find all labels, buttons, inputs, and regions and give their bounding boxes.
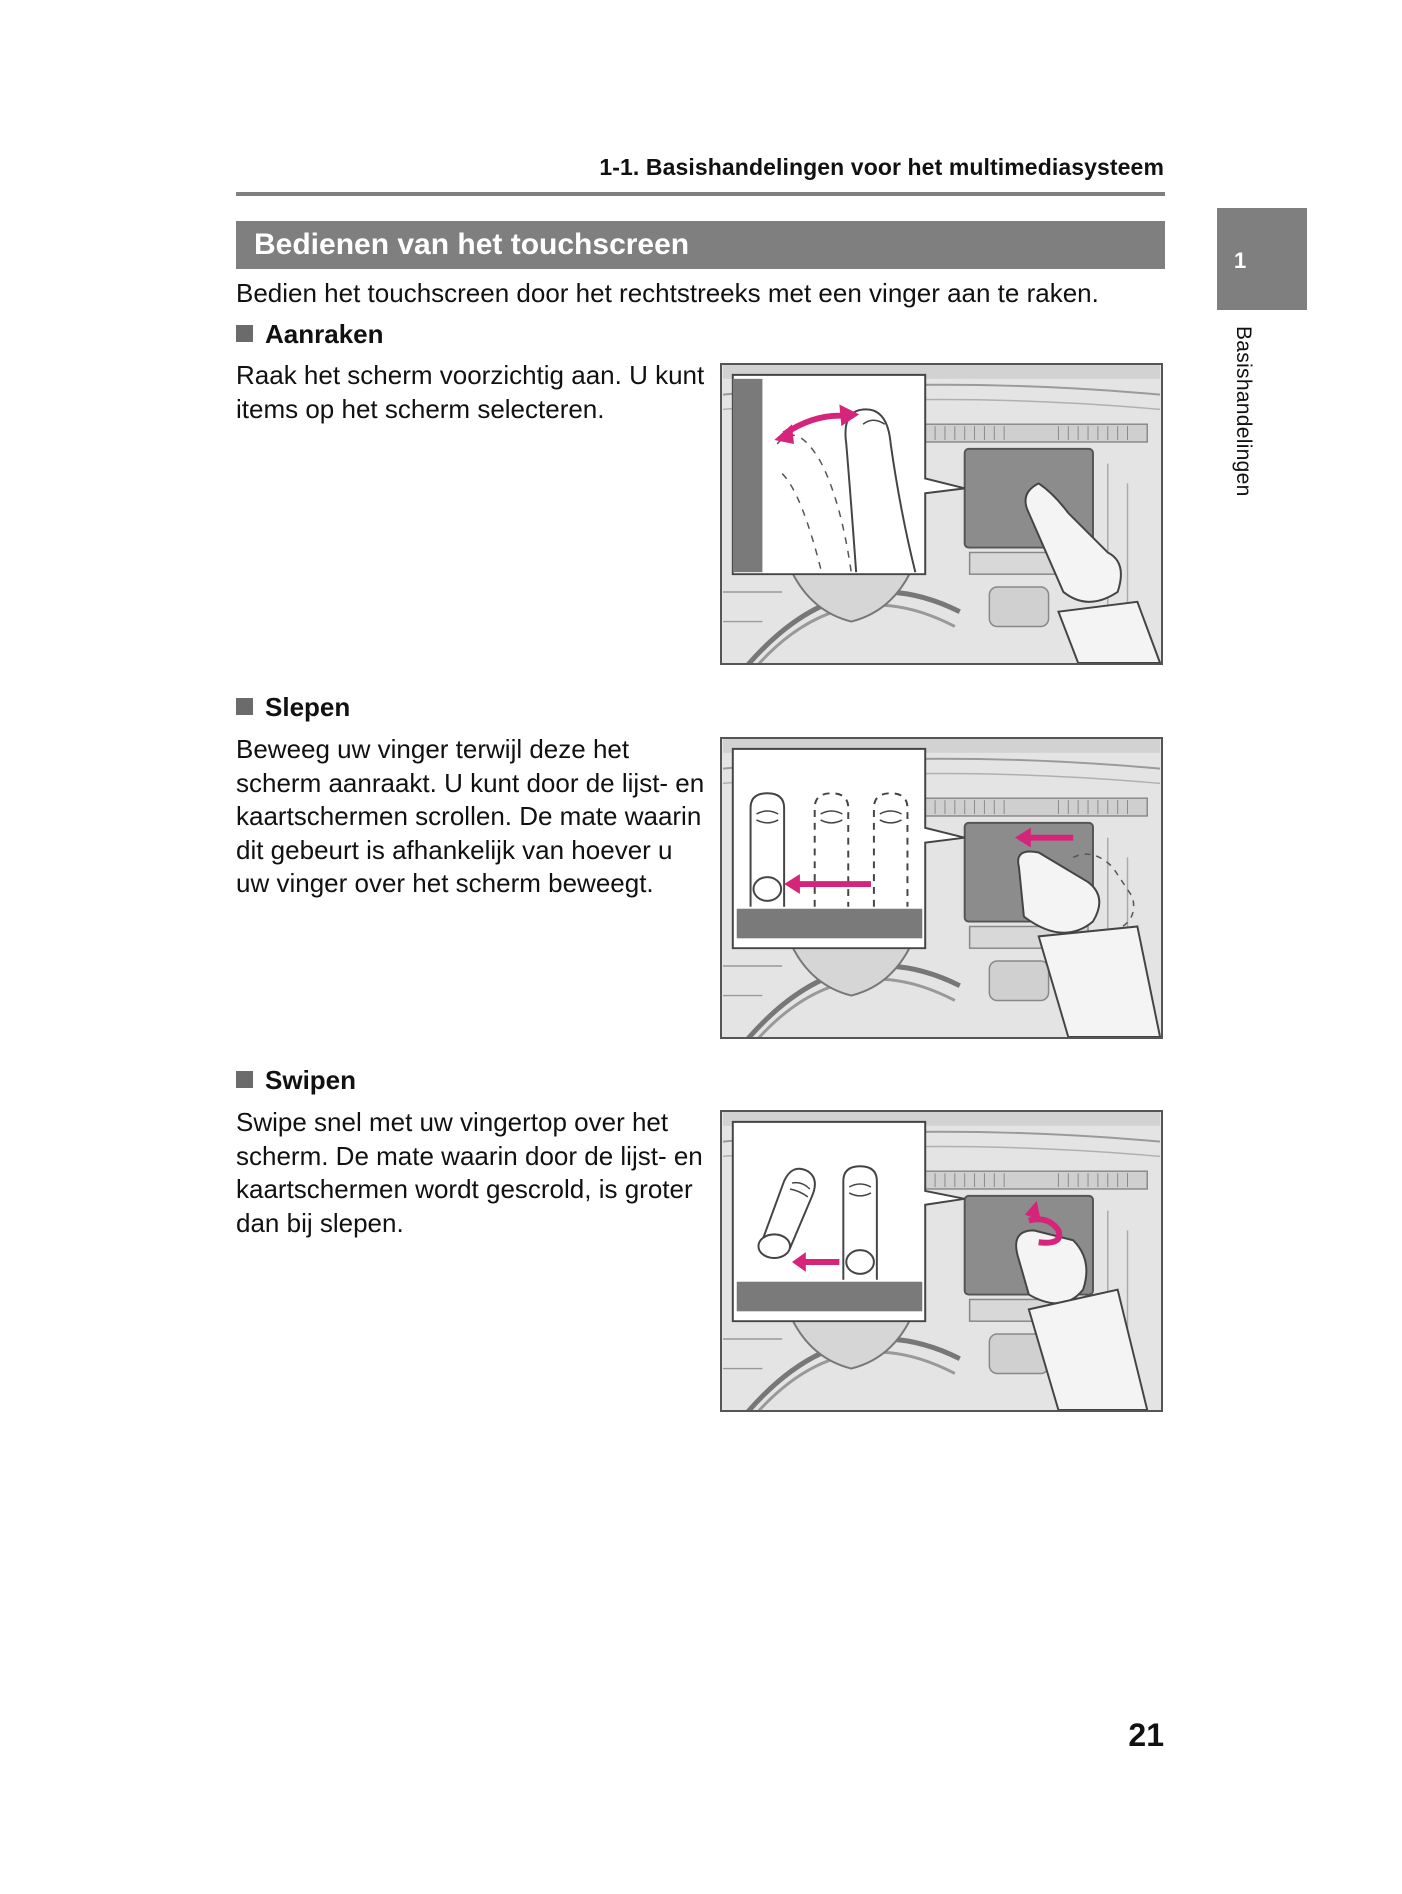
subsection-title: Aanraken — [265, 319, 384, 349]
subsection-text-aanraken: Raak het scherm voorzichtig aan. U kunt items op het scherm selecteren. — [236, 360, 705, 424]
chapter-number: 1 — [1234, 248, 1247, 273]
page-number: 21 — [1128, 1717, 1164, 1753]
section-intro: Bedien het touchscreen door het rechtstreeks met een vinger aan te raken. — [236, 278, 1099, 308]
subsection-heading-slepen — [236, 690, 350, 724]
section-title: Bedienen van het touchscreen — [236, 221, 1165, 269]
chapter-label: Basishandelingen — [1232, 326, 1255, 497]
chapter-tab — [1217, 208, 1307, 310]
figure-drag — [720, 737, 1163, 1039]
figure-swipe — [720, 1110, 1163, 1412]
square-bullet-icon — [236, 698, 253, 715]
figure-tap — [720, 363, 1163, 665]
subsection-title: Swipen — [265, 1065, 357, 1095]
header-rule — [236, 192, 1165, 196]
square-bullet-icon — [236, 1071, 253, 1088]
subsection-text-swipen: Swipe snel met uw vingertop over het scherm. De mate waarin door de lijst- en kaartschermen wordt gescrold, is groter dan bij slepen. — [236, 1107, 703, 1238]
subsection-heading-swipen — [236, 1063, 356, 1097]
square-bullet-icon — [236, 325, 253, 342]
subsection-heading-aanraken — [236, 317, 384, 351]
subsection-text-slepen: Beweeg uw vinger terwijl deze het scherm aanraakt. U kunt door de lijst- en kaartschermen scrollen. De mate waarin dit gebeurt is afhankelijk van hoever u uw vinger over het scherm beweegt. — [236, 734, 705, 898]
page-header-title: 1-1. Basishandelingen voor het multimediasysteem — [599, 154, 1164, 180]
subsection-title: Slepen — [265, 692, 351, 722]
